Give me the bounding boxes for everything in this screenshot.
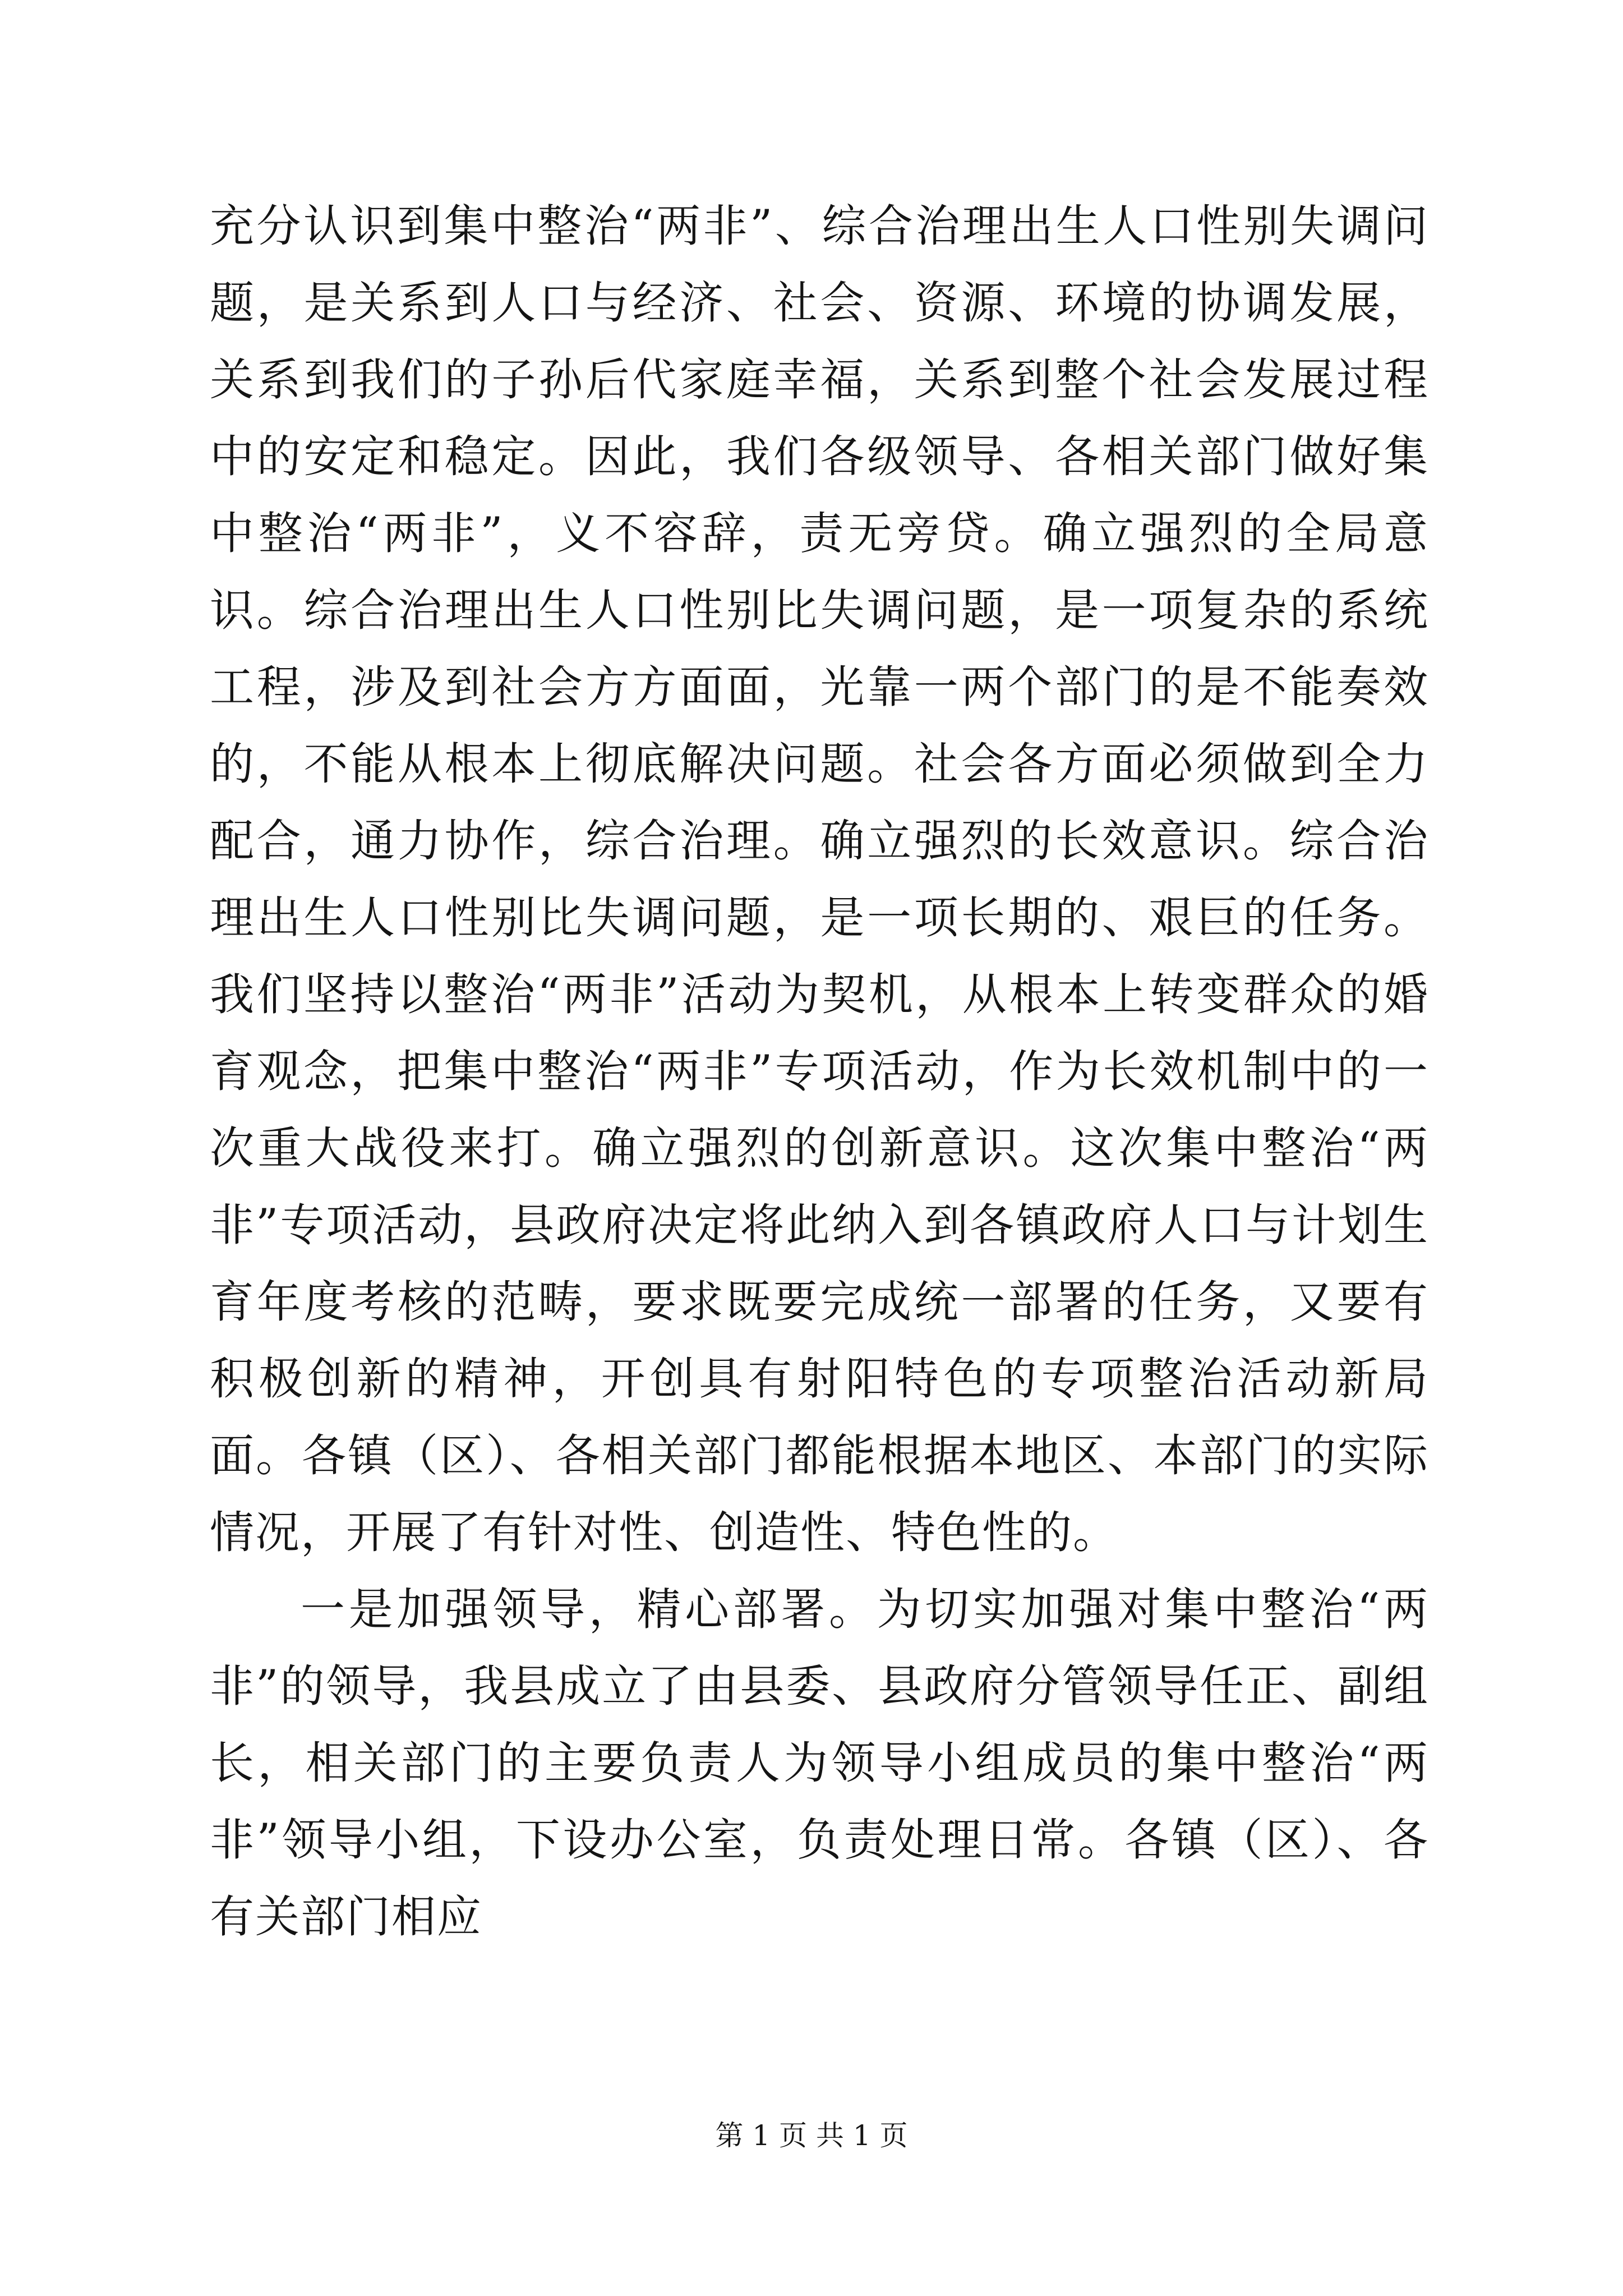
body-paragraph-2: 一是加强领导，精心部署。为切实加强对集中整治“两非”的领导，我县成立了由县委、县政府分管领导任正、副组长，相关部门的主要负责人为领导小组成员的集中整治“两非”领导小组，下设办公室，负责处理日常。各镇（区）、各有关部门相应: [210, 1584, 1429, 1943]
page-footer: 第 1 页 共 1 页: [715, 2119, 908, 2152]
body-paragraph-1: 充分认识到集中整治“两非”、综合治理出生人口性别失调问题，是关系到人口与经济、社会、资源、环境的协调发展，关系到我们的子孙后代家庭幸福，关系到整个社会发展过程中的安定和稳定。因此，我们各级领导、各相关部门做好集中整治“两非”，义不容辞，责无旁贷。确立强烈的全局意识。综合治理出生人口性别比失调问题，是一项复杂的系统工程，涉及到社会方方面面，光靠一两个部门的是不能奏效的，不能从根本上彻底解决问题。社会各方面必须做到全力配合，通力协作，综合治理。确立强烈的长效意识。综合治理出生人口性别比失调问题，是一项长期的、艰巨的任务。我们坚持以整治“两非”活动为契机，从根本上转变群众的婚育观念，把集中整治“两非”专项活动，作为长效机制中的一次重大战役来打。确立强烈的创新意识。这次集中整治“两非”专项活动，县政府决定将此纳入到各镇政府人口与计划生育年度考核的范畴，要求既要完成统一部署的任务，又要有积极创新的精神，开创具有射阳特色的专项整治活动新局面。各镇（区）、各相关部门都能根据本地区、本部门的实际情况，开展了有针对性、创造性、特色性的。: [210, 200, 1429, 1558]
document-body: [210, 188, 1429, 1955]
